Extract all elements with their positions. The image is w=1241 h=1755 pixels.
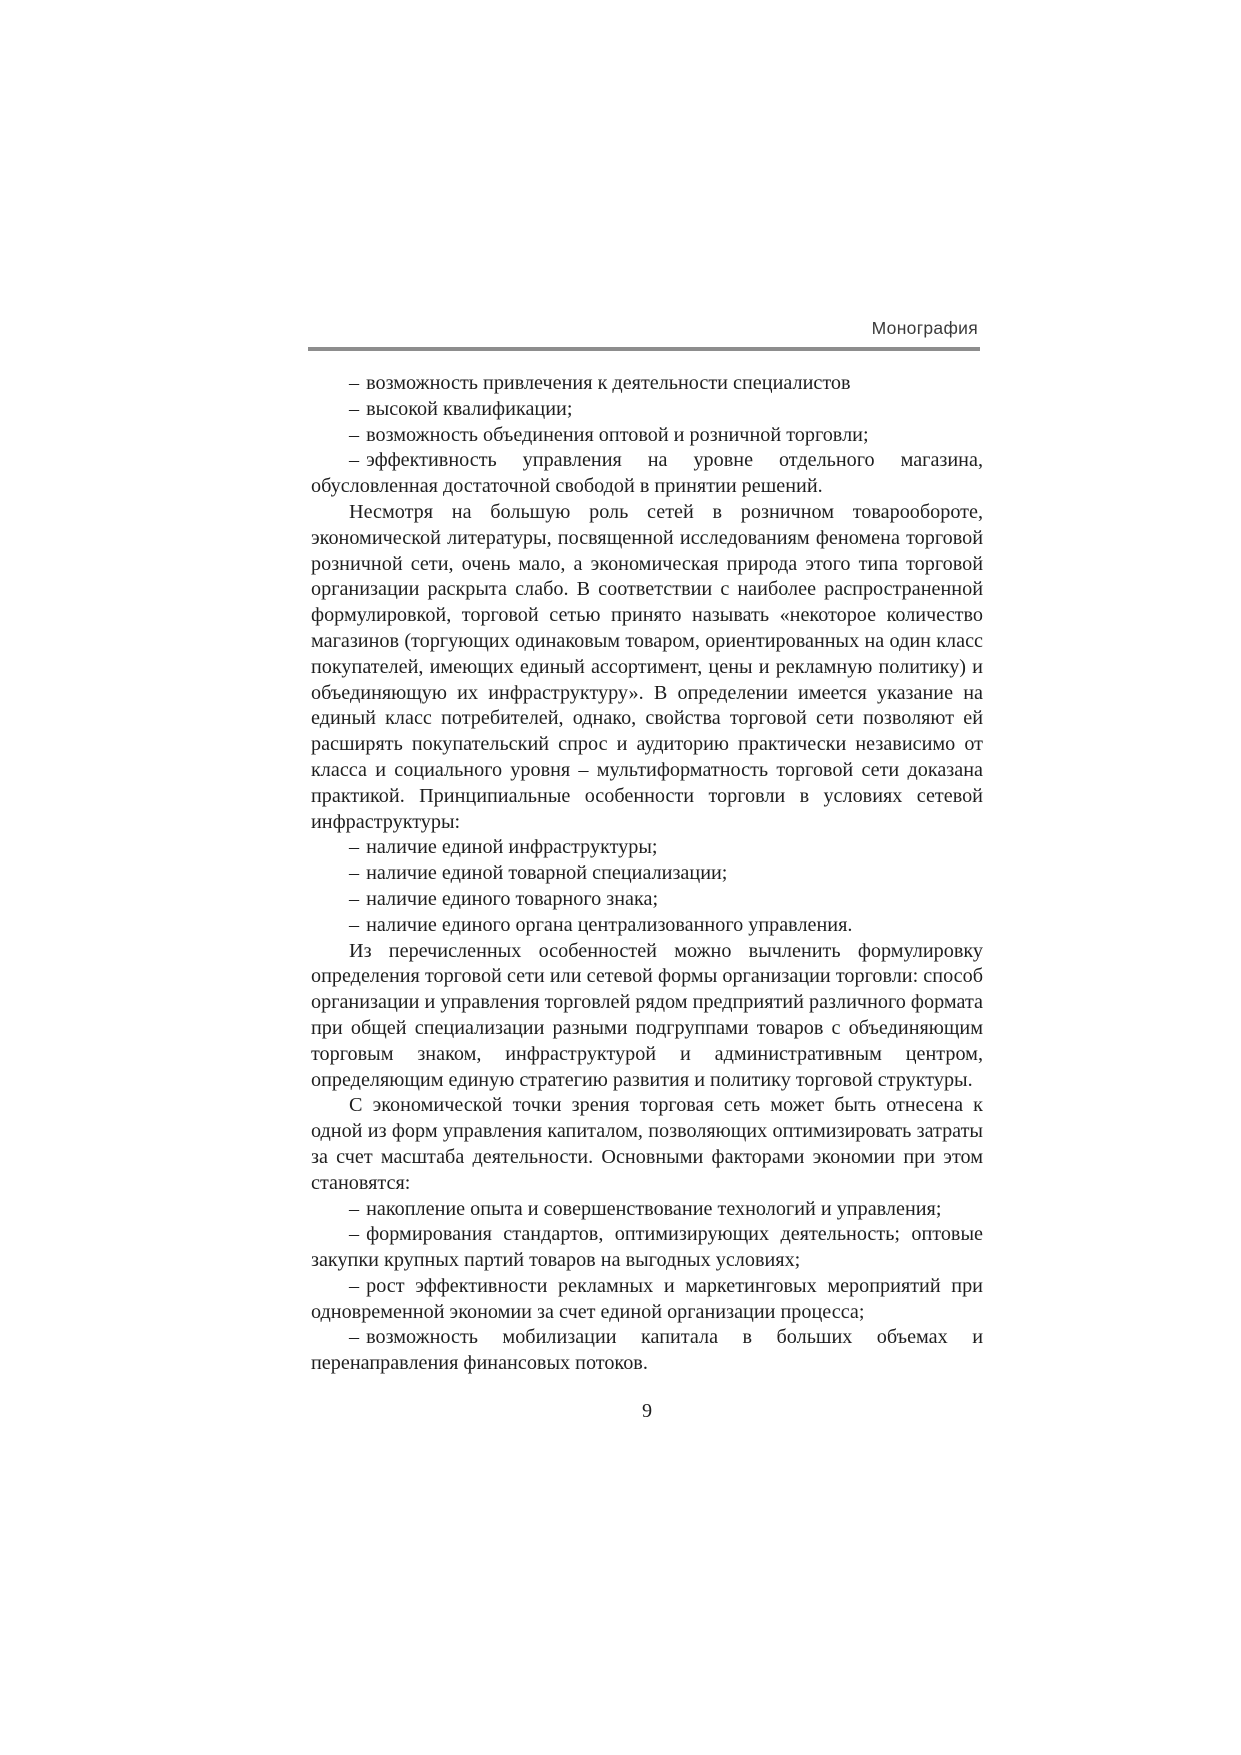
header-rule (308, 347, 980, 351)
text-body (311, 371, 983, 1377)
body-paragraph: С экономической точки зрения торговая сеть может быть отнесена к одной из форм управления капиталом, позволяющих оптимизировать затраты за счет масштаба деятельности. Основными факторами экономии при этом становятся: (311, 1094, 983, 1194)
page-number: 9 (641, 1400, 653, 1422)
bullet-item: – эффективность управления на уровне отдельного магазина, обусловленная достаточной свободой в принятии решений. (311, 448, 983, 500)
bullet-item: – формирования стандартов, оптимизирующих деятельность; оптовые закупки крупных партий товаров на выгодных условиях; (311, 1222, 983, 1274)
bullet-item: – высокой квалификации; (311, 397, 983, 423)
body-paragraph: Из перечисленных особенностей можно вычленить формулировку определения торговой сети или сетевой формы организации торговли: способ организации и управления торговлей рядом предприятий различного формата при общей специализации разными подгруппами товаров с объединяющим торговым знаком, инфраструктурой и административным центром, определяющим единую стратегию развития и политику торговой структуры. (311, 939, 983, 1091)
bullet-item: – наличие единого органа централизованного управления. (311, 913, 983, 939)
bullet-item: – наличие единой товарной специализации; (311, 861, 983, 887)
bullet-item: – наличие единой инфраструктуры; (311, 835, 983, 861)
running-header: Монография (871, 318, 978, 338)
bullet-item: – возможность объединения оптовой и розничной торговли; (311, 423, 983, 449)
body-paragraph: Несмотря на большую роль сетей в розничном товарообороте, экономической литературы, посвященной исследованиям феномена торговой розничной сети, очень мало, а экономическая природа этого типа торговой организации раскрыта слабо. В соответствии с наиболее распространенной формулировкой, торговой сетью принято называть «некоторое количество магазинов (торгующих одинаковым товаром, ориентированных на один класс покупателей, имеющих единый ассортимент, цены и рекламную политику) и объединяющую их инфраструктуру». В определении имеется указание на единый класс потребителей, однако, свойства торговой сети позволяют ей расширять покупательский спрос и аудиторию практически независимо от класса и социального уровня – мультиформатность торговой сети доказана практикой. Принципиальные особенности торговли в условиях сетевой инфраструктуры: (311, 500, 983, 833)
bullet-item: – рост эффективности рекламных и маркетинговых мероприятий при одновременной экономии за счет единой организации процесса; (311, 1274, 983, 1326)
bullet-item: – накопление опыта и совершенствование технологий и управления; (311, 1197, 983, 1223)
bullet-item: – наличие единого товарного знака; (311, 887, 983, 913)
bullet-item: – возможность привлечения к деятельности специалистов (311, 371, 983, 397)
bullet-item: – возможность мобилизации капитала в больших объемах и перенаправления финансовых потоков. (311, 1325, 983, 1377)
